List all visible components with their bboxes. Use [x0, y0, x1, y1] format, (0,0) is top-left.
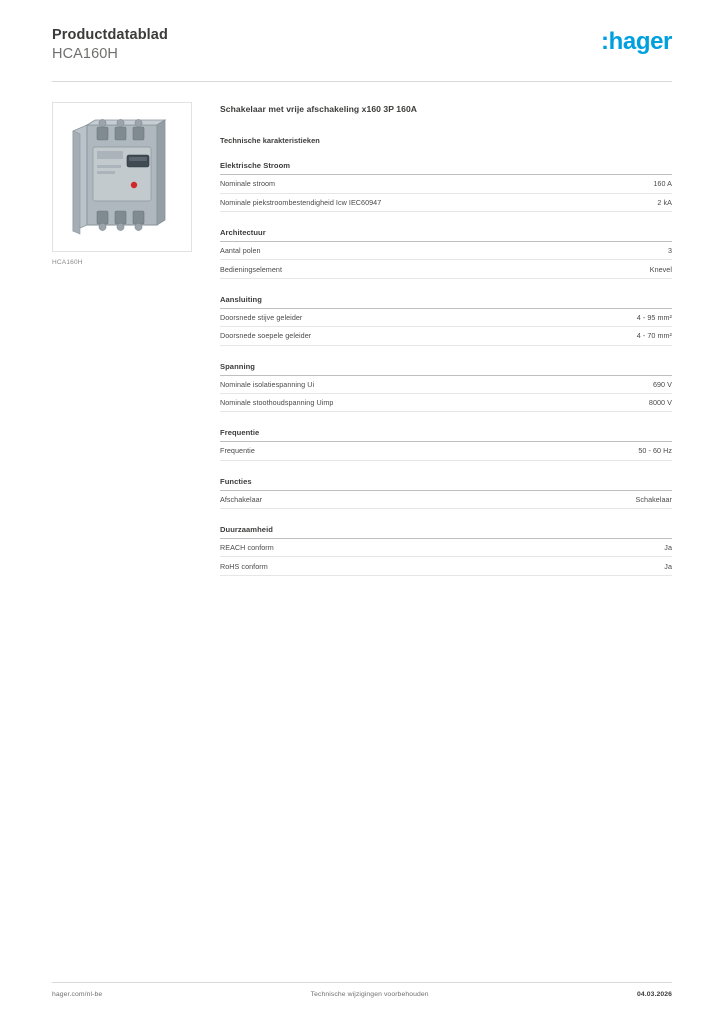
table-row [220, 242, 672, 260]
page-header [52, 0, 672, 63]
product-reference-title: HCA160H [52, 46, 118, 63]
spec-value: 690 V [652, 379, 672, 389]
spec-value: Knevel [649, 264, 672, 274]
product-image-column [52, 102, 192, 576]
spec-label: Nominale piekstroombestendigheid Icw IEC60947 [220, 197, 382, 207]
table-row [220, 491, 672, 509]
header-divider [52, 81, 672, 82]
spec-label: Doorsnede stijve geleider [220, 312, 303, 322]
spec-group [220, 428, 672, 460]
table-row [220, 442, 672, 460]
spec-group [220, 525, 672, 576]
spec-group [220, 477, 672, 509]
spec-value: 8000 V [648, 398, 672, 408]
table-row [220, 394, 672, 412]
specifications-column [220, 102, 672, 576]
footer-date: 04.03.2026 [636, 991, 672, 998]
spec-label: RoHS conform [220, 561, 268, 571]
table-row [220, 557, 672, 575]
spec-group-title: Functies [220, 477, 672, 491]
spec-value: 50 - 60 Hz [638, 446, 672, 456]
spec-label: Bedieningselement [220, 264, 282, 274]
footer-website-link[interactable]: hager.com/nl-be [52, 991, 103, 998]
page-footer [52, 982, 672, 998]
spec-label: REACH conform [220, 543, 274, 553]
table-row [220, 376, 672, 394]
table-row [220, 327, 672, 345]
logo-colon-icon: : [601, 28, 609, 55]
spec-label: Frequentie [220, 446, 255, 456]
spec-group [220, 295, 672, 346]
table-row [220, 309, 672, 327]
table-row [220, 539, 672, 557]
spec-group-title: Elektrische Stroom [220, 161, 672, 175]
spec-group [220, 161, 672, 212]
header-titles [52, 26, 168, 63]
spec-label: Nominale stoothoudspanning Uimp [220, 398, 334, 408]
spec-group-title: Spanning [220, 362, 672, 376]
table-row [220, 260, 672, 278]
circuit-breaker-illustration [53, 103, 191, 251]
spec-value: 4 - 95 mm² [636, 312, 672, 322]
footer-content [52, 983, 672, 998]
spec-group [220, 362, 672, 413]
spec-label: Nominale isolatiespanning Ui [220, 379, 315, 389]
spec-group [220, 228, 672, 279]
page-content [52, 102, 672, 576]
spec-value: Schakelaar [635, 494, 672, 504]
technical-characteristics-heading: Technische karakteristieken [220, 136, 320, 146]
spec-group-title: Frequentie [220, 428, 672, 442]
product-photo [52, 102, 192, 252]
product-image-caption: HCA160H [52, 259, 83, 267]
spec-value: 3 [667, 246, 672, 256]
table-row [220, 194, 672, 212]
document-type-title: Productdatablad [52, 27, 168, 43]
spec-group-title: Architectuur [220, 228, 672, 242]
spec-value: 4 - 70 mm² [636, 331, 672, 341]
table-row [220, 175, 672, 193]
spec-label: Doorsnede soepele geleider [220, 331, 312, 341]
spec-value: Ja [664, 561, 672, 571]
spec-group-title: Aansluiting [220, 295, 672, 309]
product-title: Schakelaar met vrije afschakeling x160 3P 160A [220, 104, 418, 115]
spec-value: 160 A [653, 179, 672, 189]
spec-value: Ja [664, 543, 672, 553]
spec-label: Aantal polen [220, 246, 261, 256]
spec-label: Nominale stroom [220, 179, 276, 189]
spec-label: Afschakelaar [220, 494, 263, 504]
spec-group-title: Duurzaamheid [220, 525, 672, 539]
footer-notice: Technische wijzigingen voorbehouden [310, 991, 429, 998]
hager-logo [601, 26, 672, 54]
logo-text: hager [608, 28, 672, 55]
spec-value: 2 kA [657, 197, 672, 207]
